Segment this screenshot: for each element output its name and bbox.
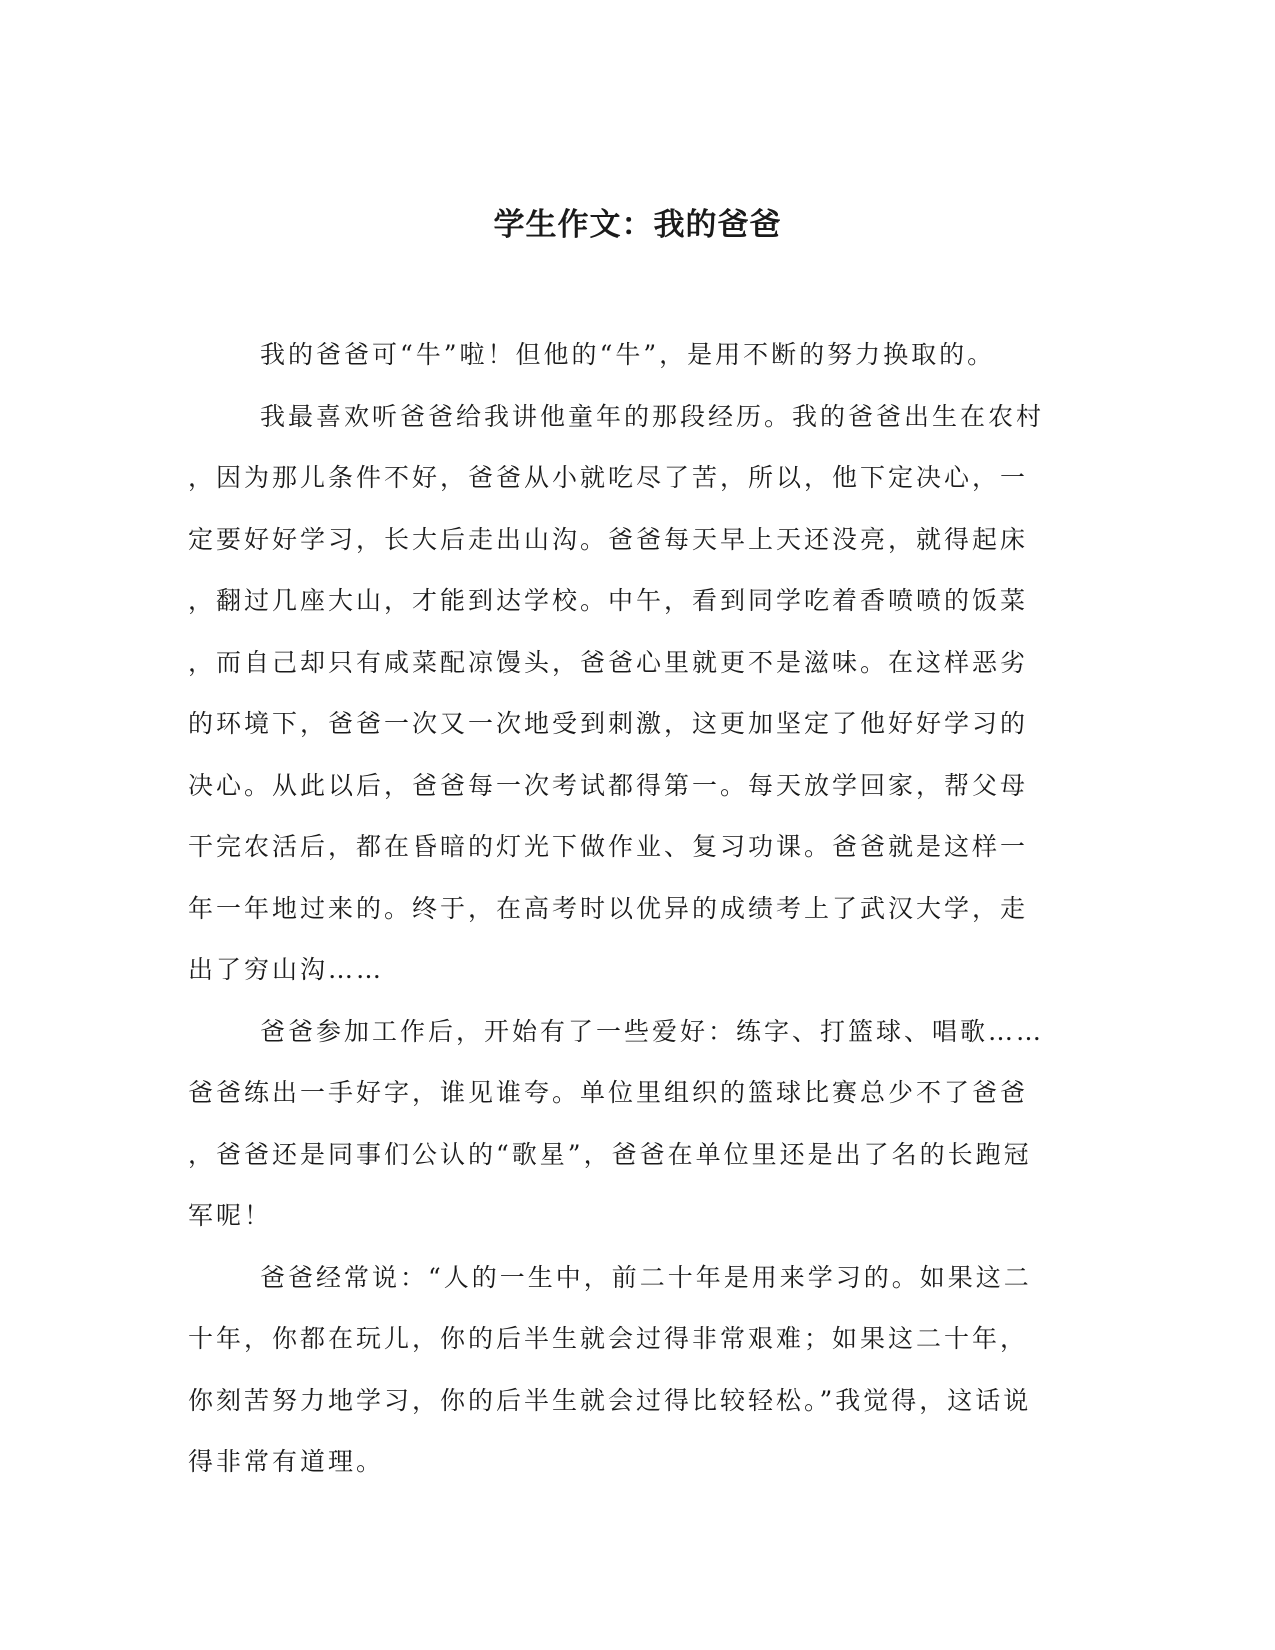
- essay-line: 十年，你都在玩儿，你的后半生就会过得非常艰难；如果这二十年，: [188, 1324, 1029, 1353]
- essay-line: 爸爸参加工作后，开始有了一些爱好：练字、打篮球、唱歌……: [260, 1016, 1045, 1046]
- document-title: 学生作文：我的爸爸: [493, 207, 782, 243]
- essay-line: 军呢！: [188, 1201, 273, 1230]
- essay-line: 爸爸经常说：“人的一生中，前二十年是用来学习的。如果这二: [260, 1262, 1032, 1292]
- essay-line: ，爸爸还是同事们公认的“歌星”，爸爸在单位里还是出了名的长跑冠: [188, 1139, 1032, 1169]
- essay-line: 出了穷山沟……: [188, 955, 385, 984]
- essay-line: 我最喜欢听爸爸给我讲他童年的那段经历。我的爸爸出生在农村: [260, 401, 1045, 431]
- essay-line: ，翻过几座大山，才能到达学校。中午，看到同学吃着香喷喷的饭菜: [188, 586, 1029, 615]
- essay-line: 你刻苦努力地学习，你的后半生就会过得比较轻松。”我觉得，这话说: [188, 1385, 1032, 1415]
- essay-line: 干完农活后，都在昏暗的灯光下做作业、复习功课。爸爸就是这样一: [188, 832, 1029, 861]
- essay-line: ，因为那儿条件不好，爸爸从小就吃尽了苦，所以，他下定决心，一: [188, 463, 1029, 492]
- essay-line: 决心。从此以后，爸爸每一次考试都得第一。每天放学回家，帮父母: [188, 770, 1029, 800]
- essay-line: 我的爸爸可“牛”啦！但他的“牛”，是用不断的努力换取的。: [260, 340, 996, 369]
- essay-line: ，而自己却只有咸菜配凉馒头，爸爸心里就更不是滋味。在这样恶劣: [188, 647, 1029, 677]
- essay-line: 爸爸练出一手好字，谁见谁夸。单位里组织的篮球比赛总少不了爸爸: [188, 1078, 1029, 1107]
- essay-line: 的环境下，爸爸一次又一次地受到刺激，这更加坚定了他好好学习的: [188, 709, 1029, 738]
- essay-line: 得非常有道理。: [188, 1447, 385, 1476]
- essay-line: 定要好好学习，长大后走出山沟。爸爸每天早上天还没亮，就得起床: [188, 524, 1029, 554]
- essay-body: [188, 333, 1073, 1502]
- essay-line: 年一年地过来的。终于，在高考时以优异的成绩考上了武汉大学，走: [188, 893, 1029, 923]
